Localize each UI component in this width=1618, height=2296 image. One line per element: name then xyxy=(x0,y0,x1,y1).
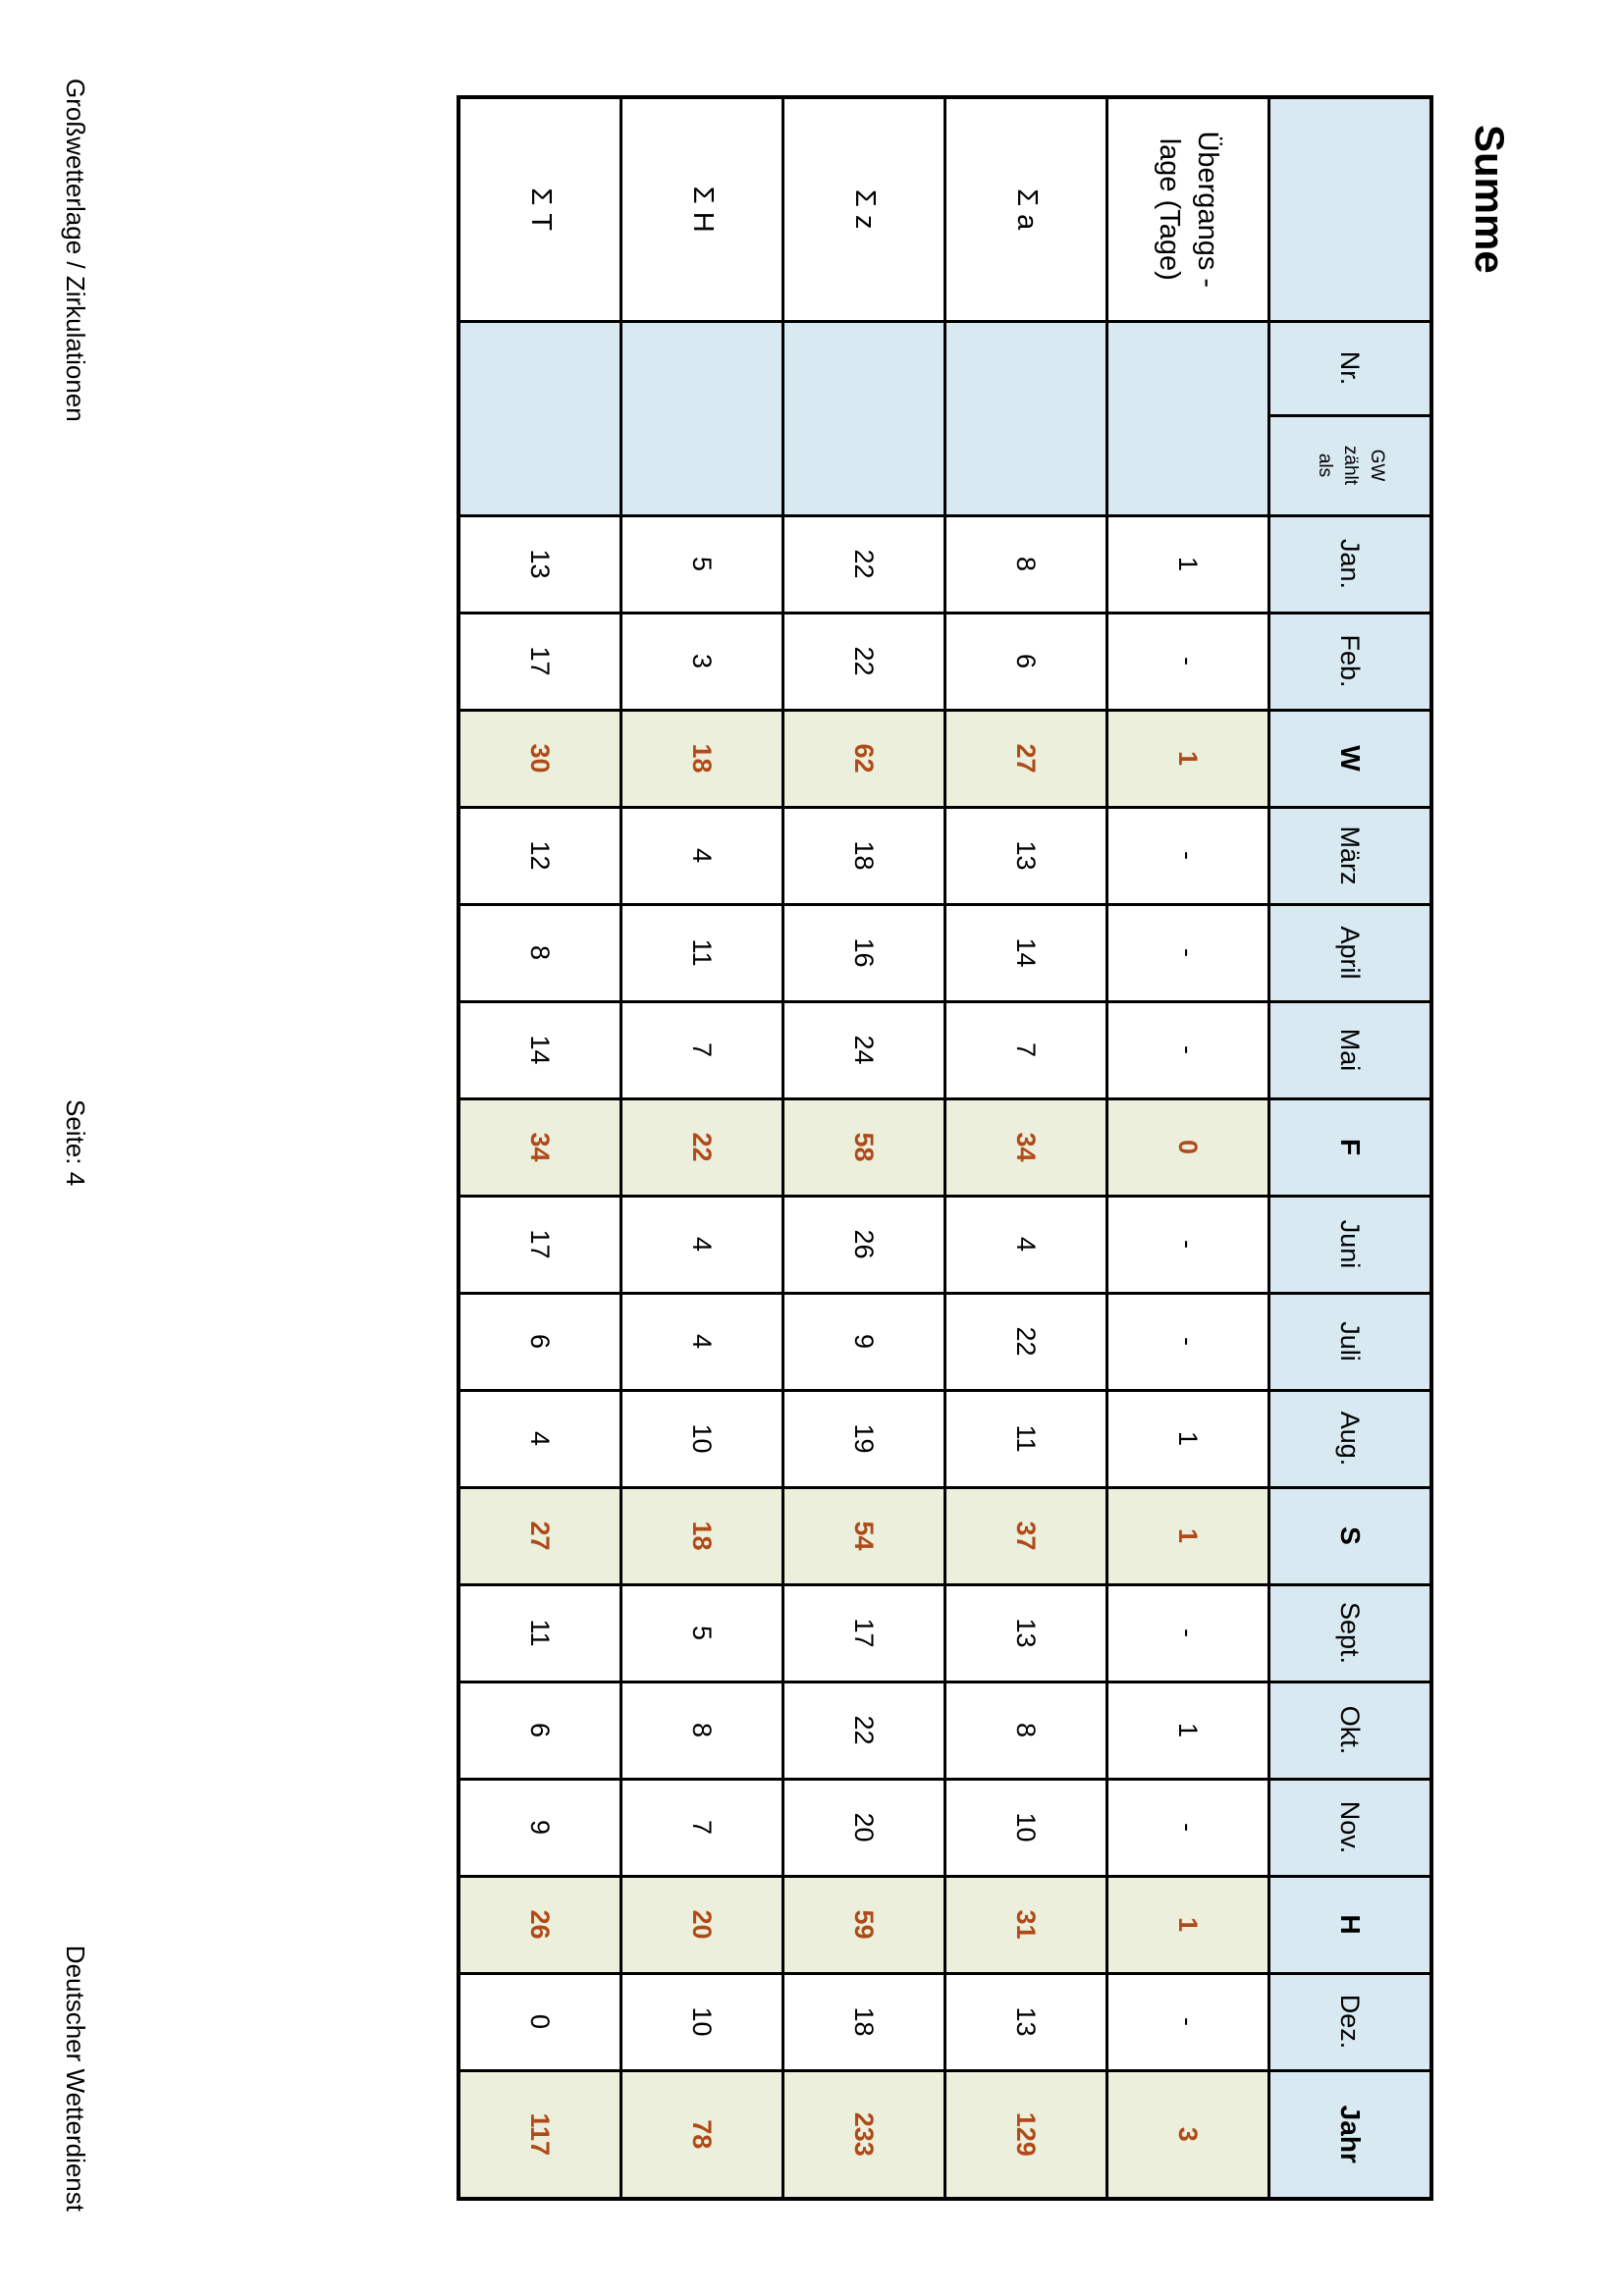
value-cell: - xyxy=(1107,807,1269,904)
month-header-cell-dez: Dez. xyxy=(1269,1973,1432,2070)
value-cell: - xyxy=(1107,1001,1269,1098)
empty-nr-gw-cell xyxy=(1107,321,1269,515)
value-cell: 34 xyxy=(945,1098,1107,1196)
value-cell: - xyxy=(1107,1973,1269,2070)
empty-nr-gw-cell xyxy=(783,321,945,515)
value-cell: 13 xyxy=(945,1584,1107,1682)
month-header-cell-okt: Okt. xyxy=(1269,1682,1432,1779)
value-cell: 0 xyxy=(1107,1098,1269,1196)
value-cell: 27 xyxy=(458,1487,621,1584)
month-header-cell-jahr: Jahr xyxy=(1269,2070,1432,2199)
month-header-cell-nov: Nov. xyxy=(1269,1779,1432,1876)
value-cell: 11 xyxy=(945,1390,1107,1487)
value-cell: 54 xyxy=(783,1487,945,1584)
value-cell: 17 xyxy=(783,1584,945,1682)
value-cell: 13 xyxy=(945,1973,1107,2070)
value-cell: 5 xyxy=(621,1584,783,1682)
corner-cell xyxy=(1269,97,1432,321)
value-cell: 16 xyxy=(783,904,945,1001)
value-cell: 22 xyxy=(945,1293,1107,1390)
value-cell: 5 xyxy=(621,515,783,613)
value-cell: 10 xyxy=(621,1973,783,2070)
value-cell: 1 xyxy=(1107,515,1269,613)
value-cell: 12 xyxy=(458,807,621,904)
value-cell: 1 xyxy=(1107,1487,1269,1584)
month-header-cell-juli: Juli xyxy=(1269,1293,1432,1390)
month-header-cell-jan: Jan. xyxy=(1269,515,1432,613)
value-cell: 1 xyxy=(1107,1682,1269,1779)
table-row xyxy=(1107,97,1269,2199)
category-label-cell: Σ T xyxy=(458,97,621,321)
table-row xyxy=(458,97,621,2199)
value-cell: 18 xyxy=(783,807,945,904)
value-cell: 1 xyxy=(1107,1390,1269,1487)
value-cell: 24 xyxy=(783,1001,945,1098)
value-cell: 34 xyxy=(458,1098,621,1196)
value-cell: 62 xyxy=(783,710,945,807)
empty-nr-gw-cell xyxy=(458,321,621,515)
footer-page-number: Seite: 4 xyxy=(61,1099,90,1187)
value-cell: 4 xyxy=(621,807,783,904)
value-cell: - xyxy=(1107,1584,1269,1682)
value-cell: - xyxy=(1107,1779,1269,1876)
month-header-cell-f: F xyxy=(1269,1098,1432,1196)
value-cell: 14 xyxy=(458,1001,621,1098)
value-cell: 10 xyxy=(945,1779,1107,1876)
value-cell: 3 xyxy=(621,613,783,710)
value-cell: 3 xyxy=(1107,2070,1269,2199)
value-cell: 22 xyxy=(783,1682,945,1779)
value-cell: - xyxy=(1107,1293,1269,1390)
value-cell: 9 xyxy=(783,1293,945,1390)
footer-document-title: Großwetterlage / Zirkulationen xyxy=(61,79,90,422)
value-cell: 8 xyxy=(621,1682,783,1779)
value-cell: 17 xyxy=(458,1196,621,1293)
empty-nr-gw-cell xyxy=(945,321,1107,515)
value-cell: 13 xyxy=(945,807,1107,904)
value-cell: 31 xyxy=(945,1876,1107,1973)
month-header-cell-h: H xyxy=(1269,1876,1432,1973)
month-header-cell-juni: Juni xyxy=(1269,1196,1432,1293)
value-cell: 9 xyxy=(458,1779,621,1876)
value-cell: 4 xyxy=(458,1390,621,1487)
value-cell: 20 xyxy=(621,1876,783,1973)
value-cell: 7 xyxy=(621,1001,783,1098)
value-cell: 26 xyxy=(783,1196,945,1293)
value-cell: 13 xyxy=(458,515,621,613)
value-cell: 22 xyxy=(783,613,945,710)
value-cell: 20 xyxy=(783,1779,945,1876)
value-cell: 4 xyxy=(621,1196,783,1293)
value-cell: 129 xyxy=(945,2070,1107,2199)
month-header-cell-feb: Feb. xyxy=(1269,613,1432,710)
value-cell: 0 xyxy=(458,1973,621,2070)
value-cell: 22 xyxy=(621,1098,783,1196)
nr-header-cell: Nr. xyxy=(1269,321,1432,415)
value-cell: 233 xyxy=(783,2070,945,2199)
value-cell: 17 xyxy=(458,613,621,710)
month-header-cell-mrz: März xyxy=(1269,807,1432,904)
page-title: Summe xyxy=(1467,125,1513,274)
month-header-cell-aug: Aug. xyxy=(1269,1390,1432,1487)
value-cell: 18 xyxy=(621,1487,783,1584)
table-row xyxy=(945,97,1107,2199)
value-cell: 4 xyxy=(945,1196,1107,1293)
value-cell: 18 xyxy=(783,1973,945,2070)
value-cell: 6 xyxy=(458,1293,621,1390)
category-label-cell: Übergangs - lage (Tage) xyxy=(1107,97,1269,321)
table-header-row xyxy=(1269,97,1432,2199)
value-cell: 30 xyxy=(458,710,621,807)
gw-zaehlt-als-header-cell: GW zählt als xyxy=(1269,415,1432,515)
month-header-cell-w: W xyxy=(1269,710,1432,807)
value-cell: 7 xyxy=(945,1001,1107,1098)
value-cell: 19 xyxy=(783,1390,945,1487)
value-cell: - xyxy=(1107,1196,1269,1293)
value-cell: - xyxy=(1107,904,1269,1001)
value-cell: 117 xyxy=(458,2070,621,2199)
month-header-cell-april: April xyxy=(1269,904,1432,1001)
value-cell: - xyxy=(1107,613,1269,710)
value-cell: 8 xyxy=(945,1682,1107,1779)
value-cell: 6 xyxy=(945,613,1107,710)
value-cell: 22 xyxy=(783,515,945,613)
value-cell: 14 xyxy=(945,904,1107,1001)
value-cell: 7 xyxy=(621,1779,783,1876)
value-cell: 37 xyxy=(945,1487,1107,1584)
empty-nr-gw-cell xyxy=(621,321,783,515)
value-cell: 1 xyxy=(1107,710,1269,807)
category-label-cell: Σ H xyxy=(621,97,783,321)
category-label-cell: Σ z xyxy=(783,97,945,321)
month-header-cell-sept: Sept. xyxy=(1269,1584,1432,1682)
table-row xyxy=(783,97,945,2199)
summe-table xyxy=(457,95,1433,2201)
value-cell: 6 xyxy=(458,1682,621,1779)
value-cell: 78 xyxy=(621,2070,783,2199)
value-cell: 27 xyxy=(945,710,1107,807)
value-cell: 11 xyxy=(621,904,783,1001)
value-cell: 59 xyxy=(783,1876,945,1973)
value-cell: 18 xyxy=(621,710,783,807)
value-cell: 1 xyxy=(1107,1876,1269,1973)
category-label-cell: Σ a xyxy=(945,97,1107,321)
summe-table-body xyxy=(458,97,1431,2199)
footer-organization: Deutscher Wetterdienst xyxy=(61,1945,90,2212)
value-cell: 10 xyxy=(621,1390,783,1487)
month-header-cell-mai: Mai xyxy=(1269,1001,1432,1098)
value-cell: 8 xyxy=(945,515,1107,613)
value-cell: 4 xyxy=(621,1293,783,1390)
value-cell: 8 xyxy=(458,904,621,1001)
table-row xyxy=(621,97,783,2199)
value-cell: 11 xyxy=(458,1584,621,1682)
month-header-cell-s: S xyxy=(1269,1487,1432,1584)
value-cell: 58 xyxy=(783,1098,945,1196)
value-cell: 26 xyxy=(458,1876,621,1973)
